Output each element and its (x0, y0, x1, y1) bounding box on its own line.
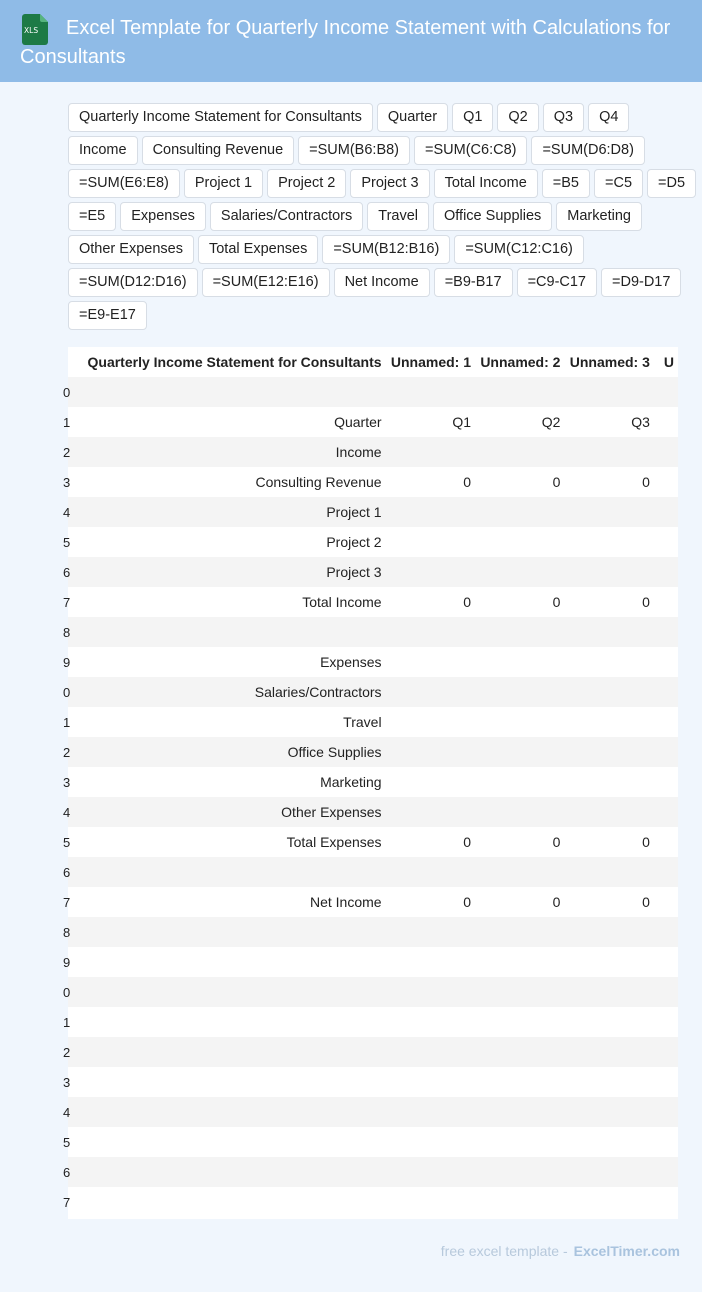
cell-chip[interactable]: Project 1 (184, 169, 263, 198)
cell-chip[interactable]: =SUM(C12:C16) (454, 235, 584, 264)
table-cell[interactable] (650, 917, 678, 947)
table-cell[interactable] (560, 1187, 649, 1217)
cell-chip[interactable]: Project 2 (267, 169, 346, 198)
cell-chip[interactable]: Expenses (120, 202, 206, 231)
table-cell[interactable] (382, 557, 471, 587)
table-row (68, 377, 678, 407)
xls-file-icon (22, 14, 48, 45)
table-cell[interactable]: Salaries/Contractors (254, 684, 382, 700)
table-cell[interactable]: Office Supplies (287, 744, 382, 760)
table-cell[interactable] (471, 947, 560, 977)
row-index-cell: 2 (63, 1044, 71, 1060)
row-index-cell: 0 (63, 684, 71, 700)
table-cell[interactable] (471, 1097, 560, 1127)
table-row (68, 527, 678, 557)
table-row (68, 437, 678, 467)
table-cell[interactable] (560, 377, 649, 407)
cell-chip-list (68, 103, 698, 330)
table-cell[interactable] (471, 677, 560, 707)
table-cell[interactable]: 0 (642, 594, 650, 610)
row-index-cell: 4 (63, 1104, 71, 1120)
table-row (68, 887, 678, 917)
table-cell[interactable]: Q1 (452, 414, 471, 430)
column-header[interactable]: Quarterly Income Statement for Consultants (87, 354, 382, 370)
table-cell[interactable] (560, 1007, 649, 1037)
table-cell[interactable]: Expenses (320, 654, 382, 670)
table-cell[interactable] (560, 1067, 649, 1097)
page-header (0, 0, 702, 82)
row-index-cell: 0 (63, 984, 71, 1000)
footer-text: free excel template - (440, 1243, 568, 1259)
row-index-cell: 1 (63, 1014, 71, 1030)
row-index-cell: 5 (63, 1134, 71, 1150)
table-cell[interactable] (382, 1097, 471, 1127)
cell-chip[interactable]: =E9-E17 (68, 301, 147, 330)
table-cell[interactable] (382, 377, 471, 407)
table-cell[interactable] (471, 647, 560, 677)
table-cell[interactable] (75, 1097, 381, 1127)
row-index-cell: 0 (63, 384, 71, 400)
table-row (68, 1187, 678, 1217)
table-row (68, 1157, 678, 1187)
cell-chip[interactable]: =B5 (542, 169, 590, 198)
column-header[interactable]: Unnamed: 3 (569, 354, 650, 370)
row-index-cell: 3 (63, 474, 71, 490)
table-cell[interactable] (471, 707, 560, 737)
table-cell[interactable] (75, 377, 381, 407)
table-row (68, 587, 678, 617)
table-row (68, 797, 678, 827)
table-cell[interactable] (650, 647, 678, 677)
table-cell[interactable] (75, 617, 381, 647)
table-cell[interactable] (75, 1187, 381, 1217)
table-cell[interactable] (650, 1127, 678, 1157)
table-cell[interactable]: Income (335, 444, 382, 460)
table-cell[interactable] (560, 917, 649, 947)
table-cell[interactable] (471, 797, 560, 827)
table-row (68, 1037, 678, 1067)
table-cell[interactable] (560, 437, 649, 467)
table-cell[interactable] (650, 587, 678, 617)
table-row (68, 857, 678, 887)
table-cell[interactable]: Consulting Revenue (255, 474, 382, 490)
row-index-cell: 9 (63, 954, 71, 970)
table-cell[interactable] (560, 557, 649, 587)
table-row (68, 407, 678, 437)
table-cell[interactable]: 0 (552, 894, 561, 910)
table-cell[interactable] (650, 1067, 678, 1097)
table-cell[interactable] (560, 977, 649, 1007)
table-cell[interactable] (471, 1067, 560, 1097)
table-cell[interactable] (382, 707, 471, 737)
row-index-cell: 1 (63, 414, 71, 430)
table-cell[interactable] (382, 1187, 471, 1217)
cell-chip[interactable]: =SUM(B6:B8) (298, 136, 410, 165)
table-cell[interactable]: Project 2 (326, 534, 382, 550)
table-cell[interactable] (382, 1067, 471, 1097)
table-cell[interactable] (382, 617, 471, 647)
cell-chip[interactable]: Office Supplies (433, 202, 552, 231)
table-cell[interactable] (650, 977, 678, 1007)
table-cell[interactable] (560, 677, 649, 707)
table-cell[interactable] (560, 1157, 649, 1187)
page-title: Excel Template for Quarterly Income Statement with Calculations for Consultants (20, 17, 671, 68)
table-row (68, 1067, 678, 1097)
table-cell[interactable] (75, 1037, 381, 1067)
table-cell[interactable] (75, 1157, 381, 1187)
row-index-cell: 6 (63, 1164, 71, 1180)
table-cell[interactable] (650, 797, 678, 827)
cell-chip[interactable]: Other Expenses (68, 235, 194, 264)
table-cell[interactable] (650, 947, 678, 977)
table-row (68, 1127, 678, 1157)
table-cell[interactable] (382, 527, 471, 557)
table-cell[interactable] (382, 1157, 471, 1187)
svg-text:XLS: XLS (24, 26, 39, 35)
table-cell[interactable] (560, 647, 649, 677)
column-header[interactable]: U (663, 354, 674, 370)
table-cell[interactable]: 0 (642, 894, 650, 910)
table-cell[interactable] (471, 527, 560, 557)
cell-chip[interactable]: =C9-C17 (517, 268, 597, 297)
cell-chip[interactable]: =SUM(B12:B16) (322, 235, 450, 264)
table-cell[interactable] (471, 497, 560, 527)
cell-chip[interactable]: Total Income (434, 169, 538, 198)
table-row (68, 767, 678, 797)
table-cell[interactable] (382, 677, 471, 707)
table-cell[interactable] (471, 1157, 560, 1187)
cell-chip[interactable]: Travel (367, 202, 429, 231)
table-row (68, 467, 678, 497)
table-cell[interactable] (650, 377, 678, 407)
table-cell[interactable] (650, 407, 678, 437)
row-index-cell: 3 (63, 774, 71, 790)
table-cell[interactable] (560, 947, 649, 977)
table-row (68, 647, 678, 677)
cell-chip[interactable]: =SUM(E6:E8) (68, 169, 180, 198)
row-index-cell: 5 (63, 834, 71, 850)
table-cell[interactable] (650, 1157, 678, 1187)
footer-credit (441, 1243, 680, 1259)
table-cell[interactable] (382, 1127, 471, 1157)
cell-chip[interactable]: =E5 (68, 202, 116, 231)
table-cell[interactable] (382, 797, 471, 827)
row-index-cell: 7 (63, 1194, 71, 1210)
table-cell[interactable] (560, 857, 649, 887)
table-cell[interactable] (471, 1127, 560, 1157)
cell-chip[interactable]: =B9-B17 (434, 268, 513, 297)
cell-chip[interactable]: Salaries/Contractors (210, 202, 363, 231)
row-index-cell: 2 (63, 744, 71, 760)
table-cell[interactable] (382, 1007, 471, 1037)
table-cell[interactable] (382, 917, 471, 947)
table-cell[interactable] (650, 707, 678, 737)
table-cell[interactable] (650, 557, 678, 587)
table-cell[interactable] (650, 437, 678, 467)
cell-chip[interactable]: =D5 (647, 169, 696, 198)
table-cell[interactable]: Other Expenses (281, 804, 382, 820)
cell-chip[interactable]: =SUM(E12:E16) (202, 268, 330, 297)
row-index-cell: 6 (63, 864, 71, 880)
table-cell[interactable] (650, 827, 678, 857)
table-cell[interactable] (560, 497, 649, 527)
row-index-cell: 4 (63, 804, 71, 820)
cell-chip[interactable]: Q1 (452, 103, 493, 132)
cell-chip[interactable]: Quarter (377, 103, 448, 132)
cell-chip[interactable]: =C5 (594, 169, 643, 198)
row-index-cell: 8 (63, 624, 71, 640)
row-index-cell: 1 (63, 714, 71, 730)
table-cell[interactable] (471, 977, 560, 1007)
row-index-cell: 4 (63, 504, 71, 520)
table-cell[interactable] (560, 1097, 649, 1127)
table-cell[interactable] (560, 707, 649, 737)
table-cell[interactable]: 0 (463, 894, 471, 910)
table-cell[interactable] (382, 497, 471, 527)
table-cell[interactable]: Net Income (309, 894, 382, 910)
table-cell[interactable] (471, 737, 560, 767)
cell-chip[interactable]: Q2 (497, 103, 538, 132)
table-cell[interactable] (382, 647, 471, 677)
table-cell[interactable] (75, 857, 381, 887)
index-column-header (68, 347, 75, 377)
table-cell[interactable] (650, 1097, 678, 1127)
table-cell[interactable] (382, 437, 471, 467)
table-cell[interactable] (75, 1127, 381, 1157)
cell-chip[interactable]: Q3 (543, 103, 584, 132)
table-cell[interactable] (650, 677, 678, 707)
table-cell[interactable] (471, 1187, 560, 1217)
table-cell[interactable]: 0 (642, 834, 650, 850)
table-cell[interactable] (650, 887, 678, 917)
table-cell[interactable]: 0 (463, 474, 471, 490)
table-cell[interactable] (382, 767, 471, 797)
table-cell[interactable] (471, 557, 560, 587)
cell-chip[interactable]: Quarterly Income Statement for Consultants (68, 103, 373, 132)
table-cell[interactable]: Project 3 (326, 564, 382, 580)
column-header[interactable]: Unnamed: 2 (480, 354, 561, 370)
cell-chip[interactable]: =D9-D17 (601, 268, 681, 297)
table-row (68, 617, 678, 647)
table-cell[interactable] (650, 1187, 678, 1217)
table-cell[interactable] (560, 1037, 649, 1067)
table-cell[interactable] (471, 767, 560, 797)
table-cell[interactable]: Q2 (541, 414, 561, 430)
table-cell[interactable] (650, 1037, 678, 1067)
table-cell[interactable]: 0 (552, 594, 561, 610)
table-cell[interactable] (650, 857, 678, 887)
cell-chip[interactable]: =SUM(C6:C8) (414, 136, 527, 165)
table-cell[interactable] (75, 917, 381, 947)
footer-brand-link[interactable]: ExcelTimer.com (573, 1243, 680, 1259)
table-cell[interactable] (471, 917, 560, 947)
table-cell[interactable]: Project 1 (326, 504, 382, 520)
cell-chip[interactable]: Consulting Revenue (142, 136, 295, 165)
table-cell[interactable] (382, 737, 471, 767)
row-index-cell: 9 (63, 654, 71, 670)
table-cell[interactable]: 0 (642, 474, 650, 490)
row-index-cell: 7 (63, 594, 71, 610)
table-cell[interactable] (471, 377, 560, 407)
table-row (68, 917, 678, 947)
table-cell[interactable] (471, 857, 560, 887)
table-cell[interactable] (560, 527, 649, 557)
spreadsheet-table (63, 347, 678, 1219)
cell-chip[interactable]: Marketing (556, 202, 642, 231)
row-index-cell: 7 (63, 894, 71, 910)
table-row (68, 497, 678, 527)
table-cell[interactable] (75, 1067, 381, 1097)
table-cell[interactable] (650, 617, 678, 647)
table-cell[interactable]: 0 (552, 474, 561, 490)
table-cell[interactable]: Travel (343, 714, 382, 730)
table-cell[interactable] (650, 737, 678, 767)
table-cell[interactable]: Quarter (334, 414, 382, 430)
row-index-cell: 2 (63, 444, 71, 460)
table-cell[interactable] (382, 857, 471, 887)
table-row (68, 827, 678, 857)
table-row (68, 707, 678, 737)
table-cell[interactable]: 0 (552, 834, 561, 850)
table-row (68, 1007, 678, 1037)
cell-chip[interactable]: =SUM(D12:D16) (68, 268, 198, 297)
row-index-cell: 3 (63, 1074, 71, 1090)
cell-chip[interactable]: Project 3 (350, 169, 429, 198)
table-cell[interactable] (382, 977, 471, 1007)
table-cell[interactable] (650, 1007, 678, 1037)
table-cell[interactable] (650, 467, 678, 497)
table-row (68, 977, 678, 1007)
table-cell[interactable] (560, 617, 649, 647)
table-cell[interactable] (471, 1037, 560, 1067)
cell-chip[interactable]: Income (68, 136, 138, 165)
table-row (68, 947, 678, 977)
cell-chip[interactable]: =SUM(D6:D8) (531, 136, 644, 165)
table-cell[interactable] (650, 767, 678, 797)
table-cell[interactable] (560, 737, 649, 767)
cell-chip[interactable]: Net Income (334, 268, 430, 297)
table-cell[interactable] (382, 947, 471, 977)
table-cell[interactable] (75, 1007, 381, 1037)
column-header[interactable]: Unnamed: 1 (390, 354, 471, 370)
table-cell[interactable]: Marketing (320, 774, 382, 790)
table-cell[interactable] (560, 797, 649, 827)
table-row (68, 677, 678, 707)
table-cell[interactable]: Total Income (302, 594, 382, 610)
table-cell[interactable]: Total Expenses (286, 834, 382, 850)
row-index-cell: 6 (63, 564, 71, 580)
row-index-cell: 8 (63, 924, 71, 940)
cell-chip[interactable]: Q4 (588, 103, 629, 132)
cell-chip[interactable]: Total Expenses (198, 235, 318, 264)
table-cell[interactable] (75, 947, 381, 977)
table-cell[interactable]: Q3 (631, 414, 650, 430)
table-row (68, 1097, 678, 1127)
table-cell[interactable] (471, 437, 560, 467)
table-cell[interactable]: 0 (463, 834, 471, 850)
table-cell[interactable] (471, 1007, 560, 1037)
table-cell[interactable] (75, 977, 381, 1007)
table-row (68, 557, 678, 587)
table-cell[interactable] (650, 497, 678, 527)
table-cell[interactable] (382, 1037, 471, 1067)
table-cell[interactable] (560, 1127, 649, 1157)
table-row (68, 737, 678, 767)
table-cell[interactable]: 0 (463, 594, 471, 610)
table-cell[interactable] (471, 617, 560, 647)
table-header-row (68, 347, 678, 377)
row-index-cell: 5 (63, 534, 71, 550)
table-cell[interactable] (650, 527, 678, 557)
table-cell[interactable] (560, 767, 649, 797)
